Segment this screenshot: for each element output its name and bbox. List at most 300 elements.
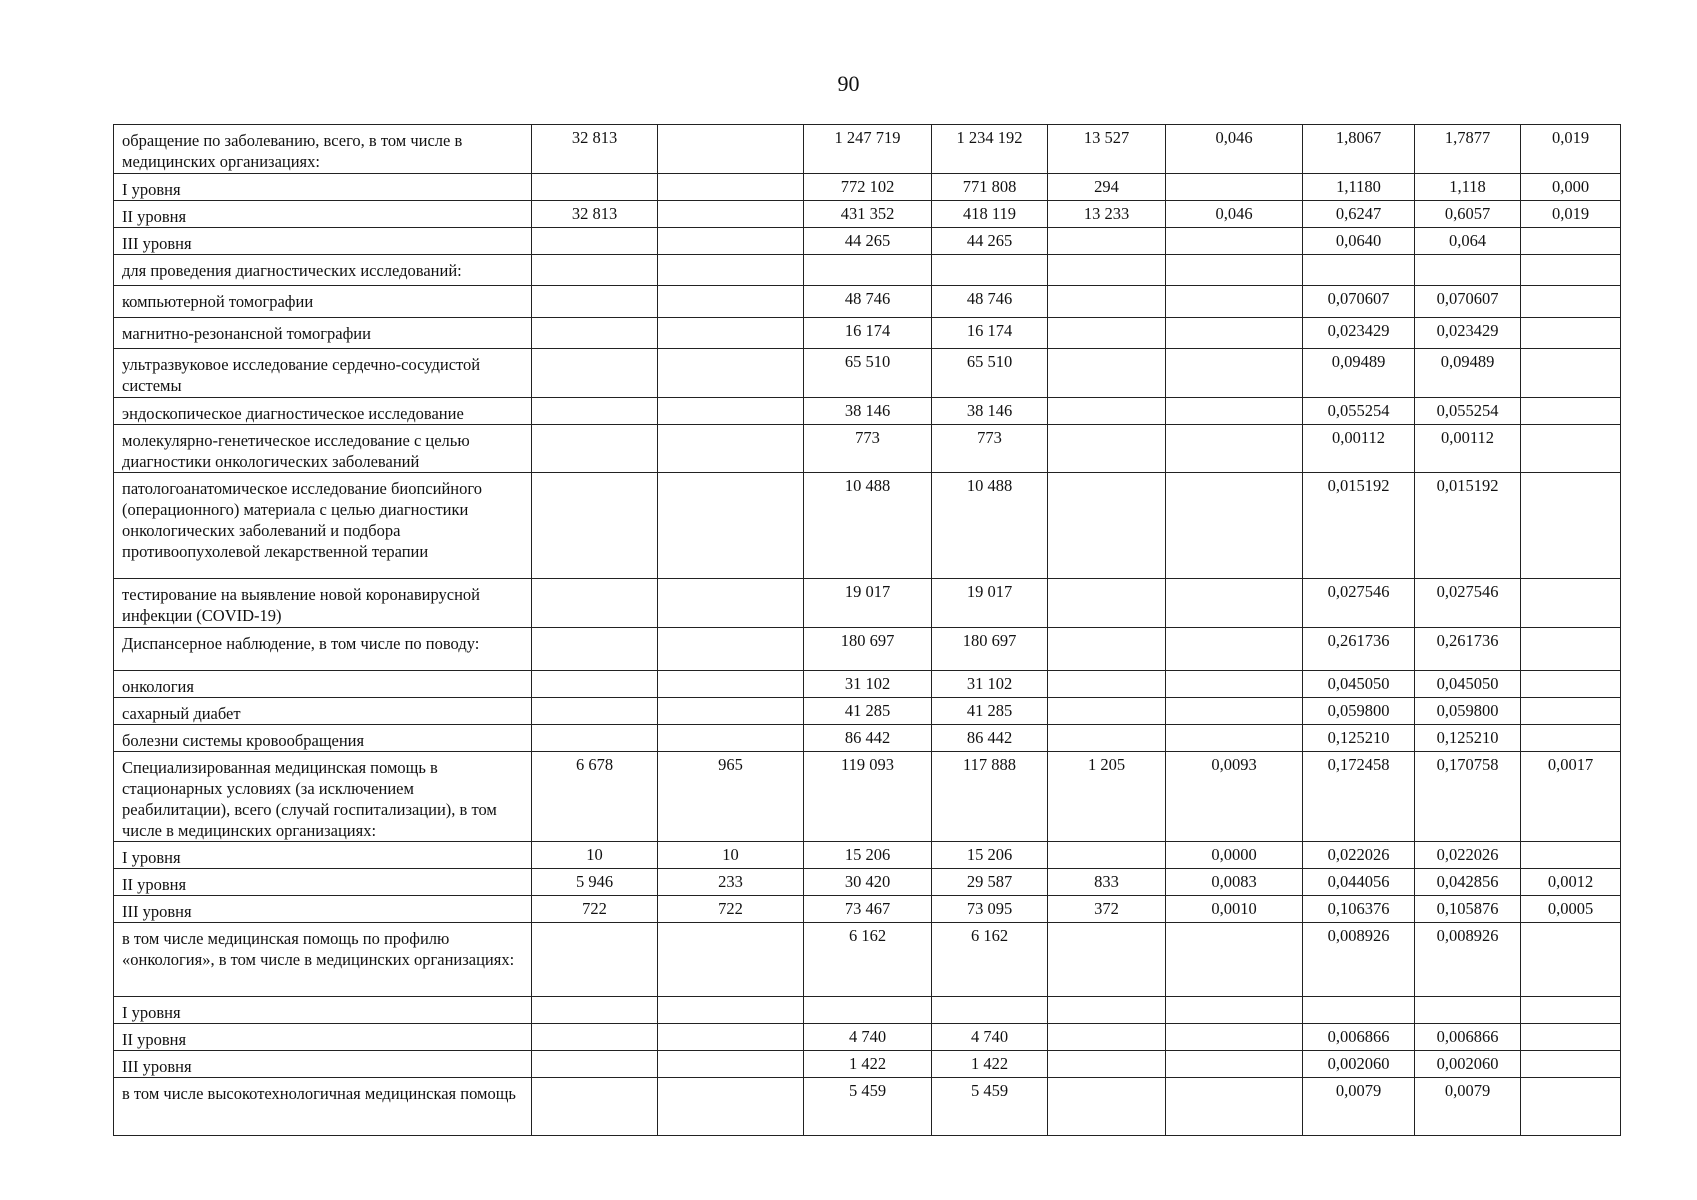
row-label-cell — [114, 842, 532, 869]
value-cell: 0,0017 — [1521, 752, 1621, 842]
value-cell: 0,0093 — [1166, 752, 1303, 842]
value-cell: 0,046 — [1166, 125, 1303, 174]
value-cell — [658, 349, 804, 398]
value-cell — [1521, 228, 1621, 255]
value-cell — [1521, 671, 1621, 698]
table-row — [114, 628, 1621, 671]
value-cell: 233 — [658, 869, 804, 896]
row-label: эндоскопическое диагностическое исследование — [122, 404, 464, 423]
table-row — [114, 842, 1621, 869]
value-cell — [1166, 473, 1303, 579]
value-cell: 31 102 — [804, 671, 932, 698]
value-cell: 0,015192 — [1415, 473, 1521, 579]
value-cell — [1048, 255, 1166, 286]
table-row — [114, 752, 1621, 842]
value-cell — [1521, 923, 1621, 997]
value-cell — [1521, 349, 1621, 398]
value-cell: 0,015192 — [1303, 473, 1415, 579]
value-cell — [658, 201, 804, 228]
row-label-cell — [114, 286, 532, 318]
value-cell — [532, 425, 658, 473]
row-label: сахарный диабет — [122, 704, 241, 723]
value-cell — [658, 1051, 804, 1078]
value-cell: 117 888 — [932, 752, 1048, 842]
value-cell: 32 813 — [532, 125, 658, 174]
value-cell — [1521, 698, 1621, 725]
value-cell — [1048, 228, 1166, 255]
value-cell — [1521, 255, 1621, 286]
value-cell — [532, 725, 658, 752]
table-row — [114, 923, 1621, 997]
table-row — [114, 1078, 1621, 1136]
row-label-cell — [114, 1024, 532, 1051]
table-row — [114, 1051, 1621, 1078]
value-cell: 722 — [658, 896, 804, 923]
value-cell — [532, 1078, 658, 1136]
value-cell: 418 119 — [932, 201, 1048, 228]
value-cell: 65 510 — [804, 349, 932, 398]
row-label-cell — [114, 125, 532, 174]
row-label: III уровня — [122, 1057, 192, 1076]
value-cell — [804, 997, 932, 1024]
value-cell: 6 162 — [804, 923, 932, 997]
value-cell: 0,023429 — [1415, 318, 1521, 349]
value-cell: 10 488 — [804, 473, 932, 579]
value-cell: 0,070607 — [1415, 286, 1521, 318]
value-cell: 0,055254 — [1303, 398, 1415, 425]
row-label: Диспансерное наблюдение, в том числе по поводу: — [122, 634, 480, 653]
value-cell — [532, 997, 658, 1024]
value-cell — [1166, 1024, 1303, 1051]
value-cell — [1166, 349, 1303, 398]
data-table — [113, 124, 1621, 1136]
value-cell — [532, 579, 658, 628]
table-body — [114, 125, 1621, 1136]
value-cell — [1521, 473, 1621, 579]
value-cell: 0,0012 — [1521, 869, 1621, 896]
value-cell — [658, 473, 804, 579]
value-cell: 0,042856 — [1415, 869, 1521, 896]
value-cell: 1,1180 — [1303, 174, 1415, 201]
row-label: II уровня — [122, 207, 187, 226]
value-cell: 41 285 — [932, 698, 1048, 725]
row-label-cell — [114, 896, 532, 923]
value-cell: 0,070607 — [1303, 286, 1415, 318]
value-cell: 0,6247 — [1303, 201, 1415, 228]
table-row — [114, 473, 1621, 579]
value-cell: 16 174 — [932, 318, 1048, 349]
row-label-cell — [114, 997, 532, 1024]
table-row — [114, 579, 1621, 628]
value-cell: 38 146 — [932, 398, 1048, 425]
row-label-cell — [114, 228, 532, 255]
value-cell — [1048, 1051, 1166, 1078]
row-label-cell — [114, 628, 532, 671]
value-cell: 0,0005 — [1521, 896, 1621, 923]
value-cell — [1166, 997, 1303, 1024]
value-cell: 0,0079 — [1415, 1078, 1521, 1136]
row-label-cell — [114, 671, 532, 698]
value-cell — [1521, 842, 1621, 869]
row-label: болезни системы кровообращения — [122, 731, 365, 750]
value-cell: 19 017 — [932, 579, 1048, 628]
row-label: в том числе высокотехнологичная медицинская помощь — [122, 1084, 516, 1103]
value-cell — [532, 349, 658, 398]
value-cell: 0,019 — [1521, 201, 1621, 228]
value-cell — [1415, 255, 1521, 286]
value-cell — [1166, 698, 1303, 725]
value-cell — [658, 286, 804, 318]
value-cell: 48 746 — [804, 286, 932, 318]
row-label-cell — [114, 1078, 532, 1136]
value-cell: 0,261736 — [1415, 628, 1521, 671]
value-cell: 0,261736 — [1303, 628, 1415, 671]
value-cell — [532, 318, 658, 349]
value-cell — [658, 398, 804, 425]
value-cell: 86 442 — [932, 725, 1048, 752]
value-cell: 0,046 — [1166, 201, 1303, 228]
value-cell: 1,118 — [1415, 174, 1521, 201]
row-label-cell — [114, 923, 532, 997]
value-cell — [1166, 174, 1303, 201]
row-label: Специализированная медицинская помощь в стационарных условиях (за исключением реабилитации), всего (случай госпитализации), в том числе в медицинских организациях: — [122, 758, 497, 840]
value-cell — [658, 174, 804, 201]
value-cell: 119 093 — [804, 752, 932, 842]
value-cell: 10 — [658, 842, 804, 869]
row-label-cell — [114, 698, 532, 725]
value-cell: 0,125210 — [1303, 725, 1415, 752]
value-cell: 0,0079 — [1303, 1078, 1415, 1136]
value-cell — [1521, 579, 1621, 628]
value-cell: 1 422 — [932, 1051, 1048, 1078]
value-cell — [658, 671, 804, 698]
table-row — [114, 1024, 1621, 1051]
table-row — [114, 725, 1621, 752]
value-cell: 0,105876 — [1415, 896, 1521, 923]
value-cell: 32 813 — [532, 201, 658, 228]
value-cell: 0,008926 — [1415, 923, 1521, 997]
row-label: III уровня — [122, 902, 192, 921]
value-cell — [1166, 255, 1303, 286]
value-cell — [1048, 398, 1166, 425]
value-cell — [1048, 473, 1166, 579]
value-cell — [532, 473, 658, 579]
value-cell: 44 265 — [804, 228, 932, 255]
value-cell — [1048, 725, 1166, 752]
value-cell — [658, 318, 804, 349]
value-cell — [532, 286, 658, 318]
value-cell — [658, 255, 804, 286]
value-cell — [1166, 923, 1303, 997]
value-cell: 38 146 — [804, 398, 932, 425]
value-cell: 0,022026 — [1303, 842, 1415, 869]
value-cell: 0,0640 — [1303, 228, 1415, 255]
row-label-cell — [114, 174, 532, 201]
value-cell — [658, 1078, 804, 1136]
value-cell: 0,00112 — [1415, 425, 1521, 473]
value-cell: 833 — [1048, 869, 1166, 896]
value-cell — [1521, 628, 1621, 671]
value-cell: 0,045050 — [1303, 671, 1415, 698]
value-cell: 0,002060 — [1415, 1051, 1521, 1078]
value-cell: 0,023429 — [1303, 318, 1415, 349]
value-cell — [1048, 1078, 1166, 1136]
row-label-cell — [114, 349, 532, 398]
page-number: 90 — [837, 71, 860, 96]
value-cell — [532, 1024, 658, 1051]
value-cell — [532, 698, 658, 725]
value-cell: 0,019 — [1521, 125, 1621, 174]
row-label-cell — [114, 1051, 532, 1078]
value-cell — [1521, 286, 1621, 318]
value-cell: 15 206 — [932, 842, 1048, 869]
value-cell: 5 459 — [932, 1078, 1048, 1136]
value-cell — [658, 579, 804, 628]
value-cell — [932, 997, 1048, 1024]
row-label: тестирование на выявление новой коронавирусной инфекции (COVID-19) — [122, 585, 480, 625]
table-row — [114, 201, 1621, 228]
value-cell: 0,027546 — [1415, 579, 1521, 628]
value-cell: 1,7877 — [1415, 125, 1521, 174]
value-cell: 0,044056 — [1303, 869, 1415, 896]
value-cell — [1303, 997, 1415, 1024]
value-cell — [1166, 671, 1303, 698]
value-cell: 1,8067 — [1303, 125, 1415, 174]
value-cell: 4 740 — [804, 1024, 932, 1051]
value-cell: 10 488 — [932, 473, 1048, 579]
value-cell: 4 740 — [932, 1024, 1048, 1051]
value-cell — [932, 255, 1048, 286]
value-cell — [1303, 255, 1415, 286]
value-cell — [1166, 1078, 1303, 1136]
value-cell: 0,002060 — [1303, 1051, 1415, 1078]
value-cell: 0,006866 — [1415, 1024, 1521, 1051]
value-cell — [1048, 1024, 1166, 1051]
value-cell: 372 — [1048, 896, 1166, 923]
table-row — [114, 671, 1621, 698]
value-cell: 0,055254 — [1415, 398, 1521, 425]
row-label: I уровня — [122, 848, 181, 867]
value-cell: 0,000 — [1521, 174, 1621, 201]
value-cell: 773 — [932, 425, 1048, 473]
value-cell: 0,6057 — [1415, 201, 1521, 228]
value-cell — [1521, 398, 1621, 425]
value-cell: 180 697 — [932, 628, 1048, 671]
value-cell: 0,006866 — [1303, 1024, 1415, 1051]
row-label-cell — [114, 318, 532, 349]
value-cell — [1166, 425, 1303, 473]
value-cell — [1048, 923, 1166, 997]
value-cell: 1 422 — [804, 1051, 932, 1078]
value-cell — [532, 398, 658, 425]
value-cell: 30 420 — [804, 869, 932, 896]
row-label-cell — [114, 425, 532, 473]
value-cell: 13 527 — [1048, 125, 1166, 174]
value-cell: 19 017 — [804, 579, 932, 628]
value-cell: 6 162 — [932, 923, 1048, 997]
value-cell: 0,125210 — [1415, 725, 1521, 752]
value-cell — [1166, 725, 1303, 752]
value-cell — [1521, 1051, 1621, 1078]
row-label: I уровня — [122, 180, 181, 199]
value-cell: 86 442 — [804, 725, 932, 752]
table-row — [114, 398, 1621, 425]
value-cell — [1166, 318, 1303, 349]
row-label: III уровня — [122, 234, 192, 253]
value-cell — [1048, 997, 1166, 1024]
value-cell — [1166, 628, 1303, 671]
value-cell — [658, 425, 804, 473]
value-cell: 6 678 — [532, 752, 658, 842]
value-cell — [1415, 997, 1521, 1024]
row-label: магнитно-резонансной томографии — [122, 324, 371, 343]
row-label: II уровня — [122, 1030, 187, 1049]
value-cell: 1 247 719 — [804, 125, 932, 174]
value-cell — [532, 174, 658, 201]
value-cell: 0,008926 — [1303, 923, 1415, 997]
table-row — [114, 318, 1621, 349]
value-cell: 0,0083 — [1166, 869, 1303, 896]
value-cell: 294 — [1048, 174, 1166, 201]
value-cell — [1048, 286, 1166, 318]
table-row — [114, 997, 1621, 1024]
value-cell — [1521, 725, 1621, 752]
value-cell: 0,059800 — [1303, 698, 1415, 725]
value-cell — [804, 255, 932, 286]
value-cell: 1 234 192 — [932, 125, 1048, 174]
table-row — [114, 286, 1621, 318]
row-label-cell — [114, 201, 532, 228]
value-cell: 0,045050 — [1415, 671, 1521, 698]
row-label: I уровня — [122, 1003, 181, 1022]
row-label-cell — [114, 473, 532, 579]
value-cell — [1166, 1051, 1303, 1078]
value-cell: 180 697 — [804, 628, 932, 671]
table-row — [114, 228, 1621, 255]
value-cell: 965 — [658, 752, 804, 842]
value-cell — [658, 698, 804, 725]
value-cell: 772 102 — [804, 174, 932, 201]
value-cell — [658, 125, 804, 174]
value-cell — [532, 1051, 658, 1078]
row-label-cell — [114, 752, 532, 842]
value-cell: 73 467 — [804, 896, 932, 923]
table-row — [114, 125, 1621, 174]
value-cell — [1166, 286, 1303, 318]
value-cell — [1048, 671, 1166, 698]
value-cell: 16 174 — [804, 318, 932, 349]
value-cell — [1048, 349, 1166, 398]
row-label-cell — [114, 725, 532, 752]
row-label-cell — [114, 869, 532, 896]
row-label: II уровня — [122, 875, 187, 894]
row-label: ультразвуковое исследование сердечно-сосудистой системы — [122, 355, 481, 395]
value-cell — [1048, 842, 1166, 869]
value-cell: 0,170758 — [1415, 752, 1521, 842]
value-cell: 29 587 — [932, 869, 1048, 896]
value-cell: 44 265 — [932, 228, 1048, 255]
value-cell: 15 206 — [804, 842, 932, 869]
value-cell — [658, 997, 804, 1024]
value-cell — [1048, 698, 1166, 725]
value-cell: 0,027546 — [1303, 579, 1415, 628]
value-cell: 0,106376 — [1303, 896, 1415, 923]
value-cell: 0,172458 — [1303, 752, 1415, 842]
row-label-cell — [114, 398, 532, 425]
value-cell — [532, 628, 658, 671]
value-cell: 771 808 — [932, 174, 1048, 201]
table-row — [114, 869, 1621, 896]
value-cell — [532, 255, 658, 286]
value-cell: 0,064 — [1415, 228, 1521, 255]
value-cell — [658, 1024, 804, 1051]
value-cell: 722 — [532, 896, 658, 923]
value-cell — [1048, 425, 1166, 473]
row-label: патологоанатомическое исследование биопсийного (операционного) материала с целью диагностики онкологических заболеваний и подбора противоопухолевой лекарственной терапии — [122, 479, 482, 561]
value-cell — [1521, 997, 1621, 1024]
value-cell: 0,059800 — [1415, 698, 1521, 725]
row-label: для проведения диагностических исследований: — [122, 261, 462, 280]
table-row — [114, 255, 1621, 286]
value-cell — [532, 671, 658, 698]
table-row — [114, 896, 1621, 923]
value-cell: 13 233 — [1048, 201, 1166, 228]
value-cell — [658, 628, 804, 671]
value-cell: 65 510 — [932, 349, 1048, 398]
value-cell: 0,09489 — [1415, 349, 1521, 398]
table-row — [114, 174, 1621, 201]
value-cell: 0,09489 — [1303, 349, 1415, 398]
value-cell: 1 205 — [1048, 752, 1166, 842]
value-cell — [1521, 318, 1621, 349]
value-cell: 0,022026 — [1415, 842, 1521, 869]
value-cell — [1166, 398, 1303, 425]
value-cell: 73 095 — [932, 896, 1048, 923]
value-cell: 48 746 — [932, 286, 1048, 318]
value-cell — [1048, 318, 1166, 349]
value-cell — [532, 228, 658, 255]
value-cell — [658, 923, 804, 997]
row-label-cell — [114, 579, 532, 628]
table-row — [114, 425, 1621, 473]
table-row — [114, 698, 1621, 725]
row-label-cell — [114, 255, 532, 286]
value-cell — [1521, 1024, 1621, 1051]
value-cell: 773 — [804, 425, 932, 473]
value-cell — [658, 228, 804, 255]
value-cell: 10 — [532, 842, 658, 869]
value-cell — [532, 923, 658, 997]
value-cell — [1521, 425, 1621, 473]
table-row — [114, 349, 1621, 398]
row-label: в том числе медицинская помощь по профилю «онкология», в том числе в медицинских организациях: — [122, 929, 515, 969]
value-cell: 5 946 — [532, 869, 658, 896]
value-cell — [1048, 579, 1166, 628]
value-cell — [1166, 228, 1303, 255]
value-cell: 0,0000 — [1166, 842, 1303, 869]
row-label: молекулярно-генетическое исследование с целью диагностики онкологических заболеваний — [122, 431, 470, 471]
row-label: компьютерной томографии — [122, 292, 314, 311]
row-label: обращение по заболеванию, всего, в том числе в медицинских организациях: — [122, 131, 463, 171]
value-cell: 5 459 — [804, 1078, 932, 1136]
value-cell — [1166, 579, 1303, 628]
value-cell — [1048, 628, 1166, 671]
value-cell — [1521, 1078, 1621, 1136]
value-cell: 31 102 — [932, 671, 1048, 698]
value-cell: 0,0010 — [1166, 896, 1303, 923]
value-cell: 0,00112 — [1303, 425, 1415, 473]
value-cell — [658, 725, 804, 752]
